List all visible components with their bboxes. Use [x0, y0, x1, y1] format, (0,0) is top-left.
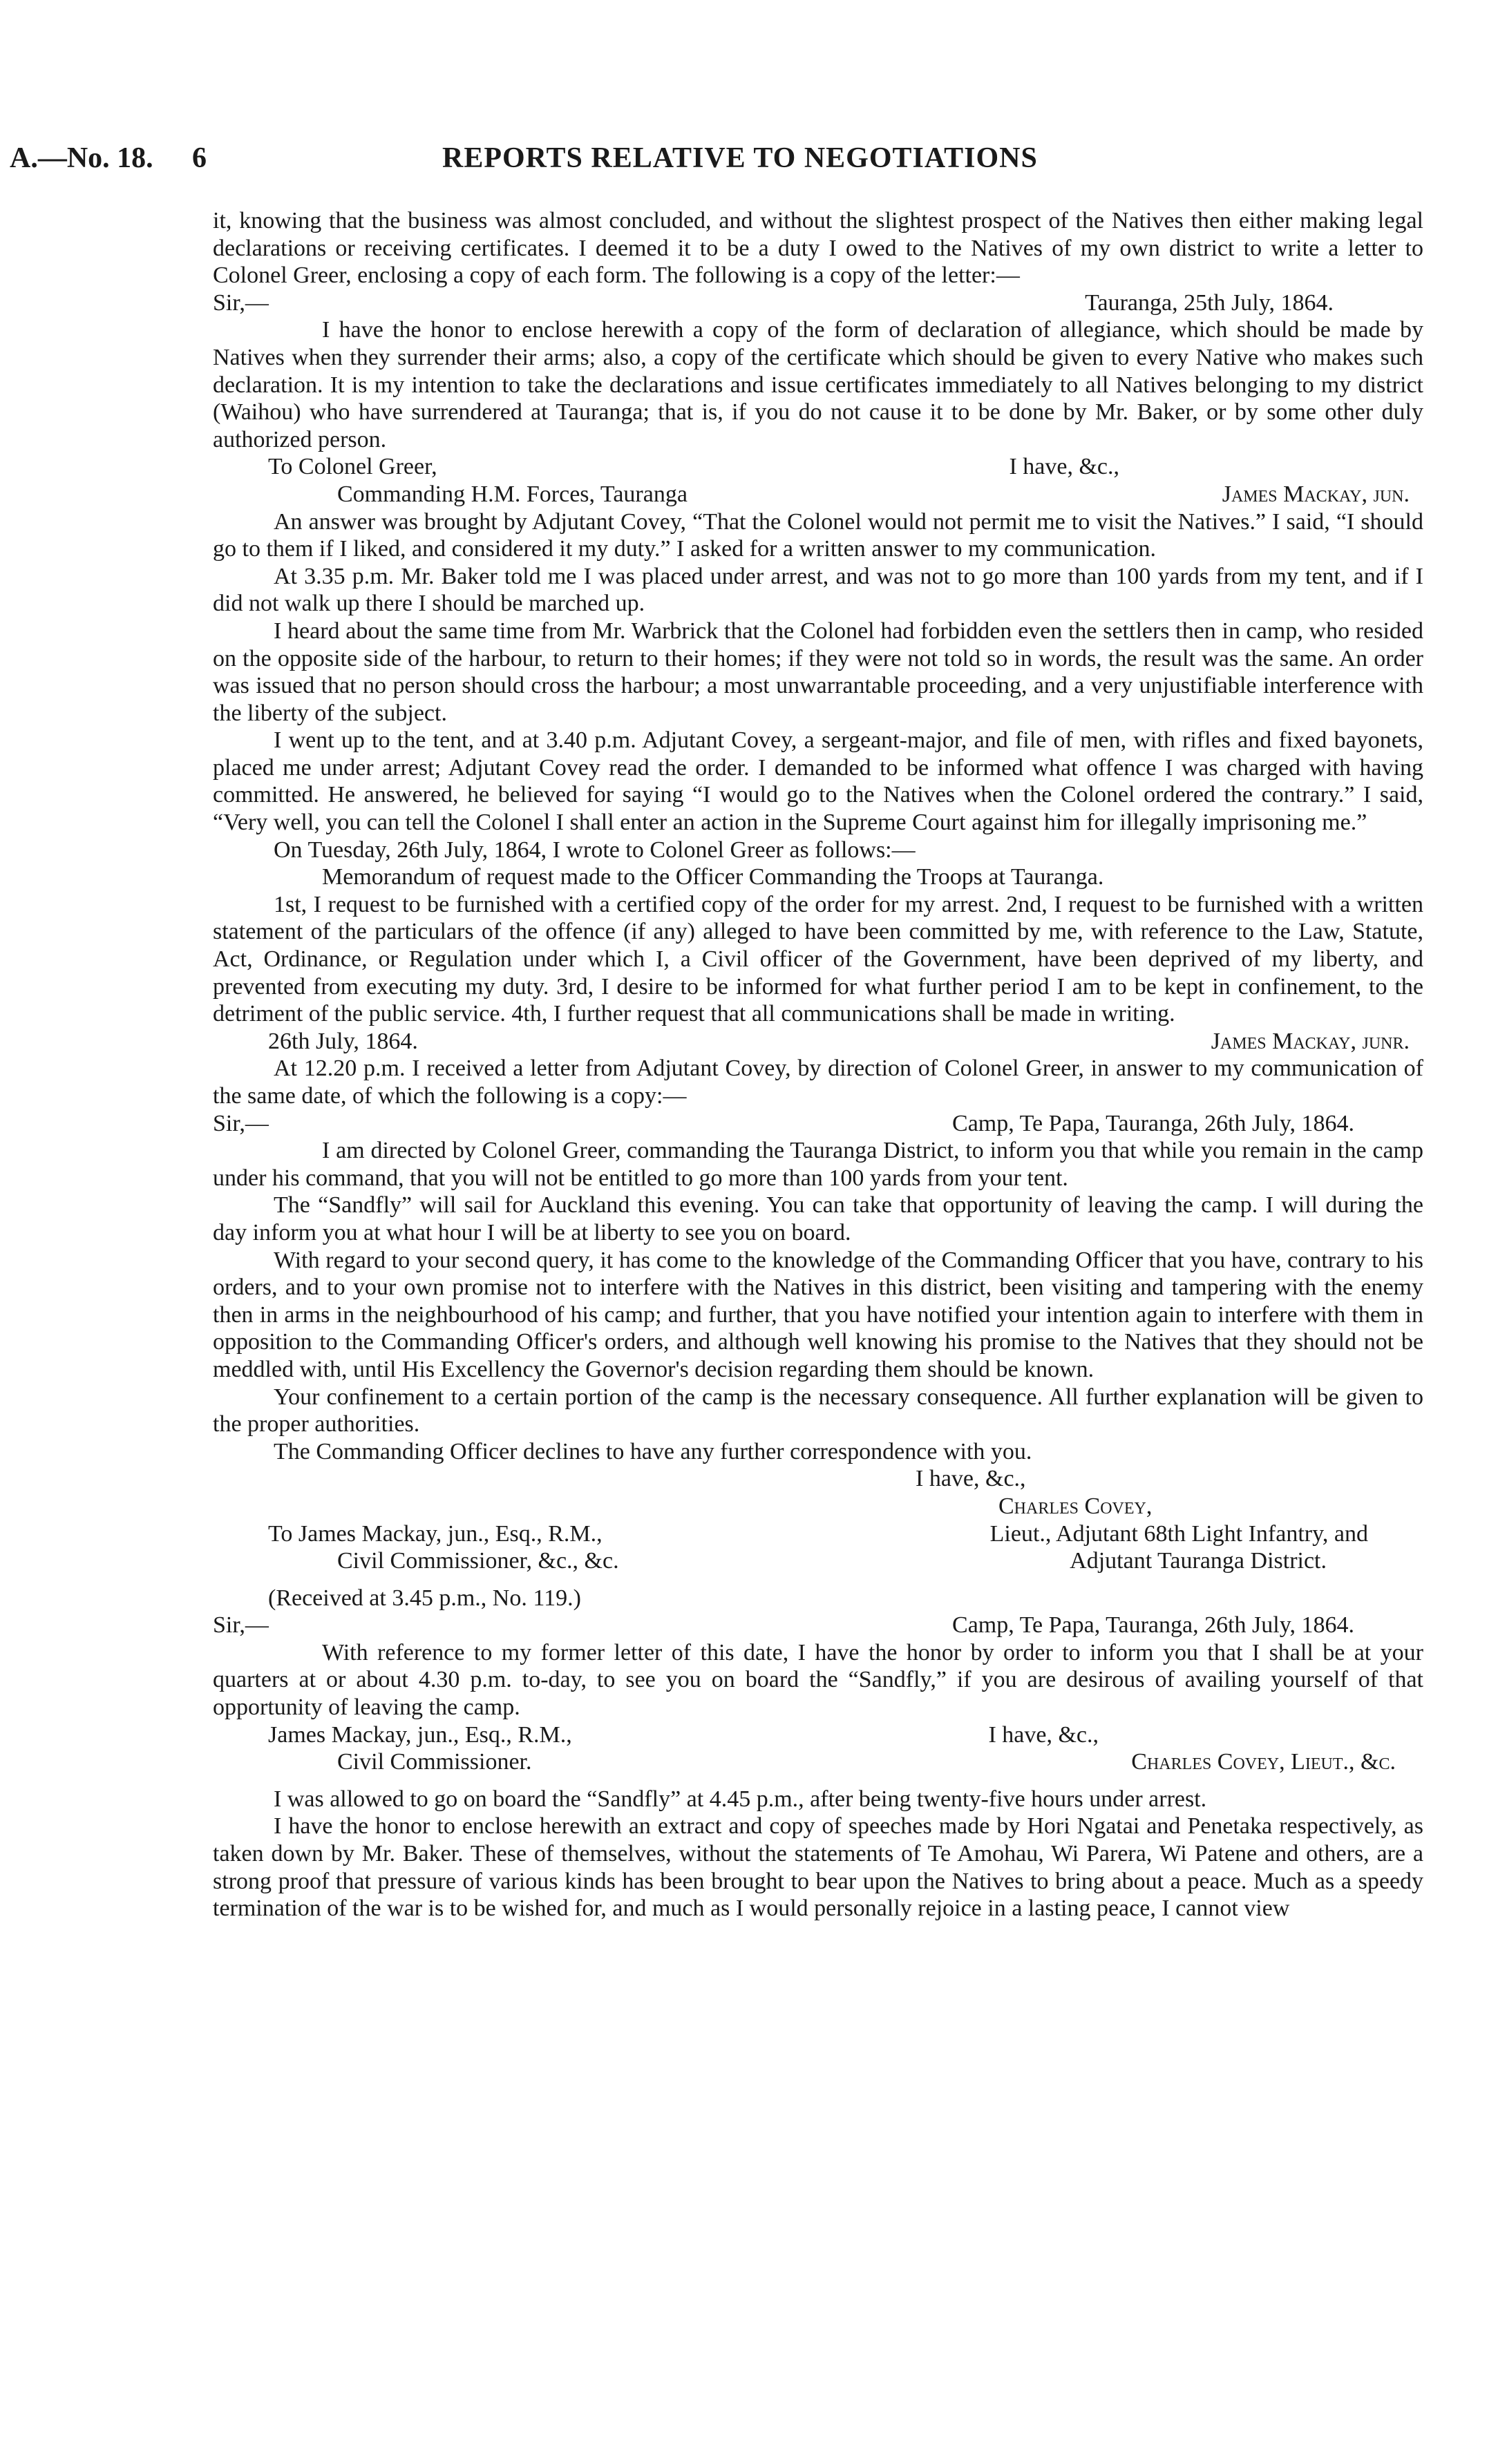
paragraph: I have the honor to enclose herewith a copy of the form of declaration of allegiance, which should be made by Natives when they surrender their arms; also, a copy of the certificate which should be given to every Native who makes such declaration. It is my intention to take the declarations and issue certificates immediately to all Natives belonging to my district (Waihou) who have surrendered at Tauranga; that is, if you do not cause it to be done by Mr. Baker, or by some other duly authorized person. — [213, 317, 1423, 452]
salutation: Sir,— — [213, 1110, 269, 1136]
letter-heading — [213, 1612, 1423, 1639]
paragraph: I went up to the tent, and at 3.40 p.m. Adjutant Covey, a sergeant-major, and file of men, with rifles and fixed bayonets, placed me under arrest; Adjutant Covey read the order. I demanded to be informed what offence I was charged with having committed. He answered, he believed for saying “I would go to the Natives when the Colonel ordered the contrary.” I said, “Very well, you can tell the Colonel I shall enter an action in the Supreme Court against him for illegally imprisoning me.” — [213, 727, 1423, 836]
closing: I have, &c., — [1009, 454, 1119, 480]
paragraph: The “Sandfly” will sail for Auckland this evening. You can take that opportunity of leaving the camp. I will during the day inform you at what hour I will be at liberty to see you on board. — [213, 1192, 1423, 1245]
signatory-rank: Adjutant Tauranga District. — [1070, 1548, 1327, 1574]
addressee-title: Civil Commissioner. — [337, 1749, 532, 1775]
addressee: James Mackay, jun., Esq., R.M., — [268, 1721, 572, 1748]
addressee: To Colonel Greer, — [268, 454, 437, 480]
page-number: 6 — [192, 142, 207, 174]
paragraph: At 3.35 p.m. Mr. Baker told me I was placed under arrest, and was not to go more than 100 yards from my tent, and if I did not walk up there I should be marched up. — [213, 563, 1423, 617]
addressee-title: Civil Commissioner, &c., &c. — [337, 1548, 619, 1574]
paragraph: At 12.20 p.m. I received a letter from Adjutant Covey, by direction of Colonel Greer, in answer to my communication of the same date, of which the following is a copy:— — [213, 1056, 1423, 1109]
paragraph: I have the honor to enclose herewith an extract and copy of speeches made by Hori Ngatai and Penetaka respectively, as taken down by Mr. Baker. These of themselves, without the statements of Te Amohau, Wi Parera, Wi Patene and others, are a strong proof that pressure of various kinds has been brought to bear upon the Natives to bring about a peace. Much as a speedy termination of the war is to be wished for, and much as I would personally rejoice in a lasting peace, I cannot view — [213, 1813, 1423, 1922]
paragraph: On Tuesday, 26th July, 1864, I wrote to Colonel Greer as follows:— — [274, 837, 916, 863]
letter-place-date: Camp, Te Papa, Tauranga, 26th July, 1864. — [952, 1110, 1354, 1136]
paragraph: 1st, I request to be furnished with a certified copy of the order for my arrest. 2nd, I request to be furnished with a written statement of the particulars of the offence (if any) alleged to have been committed by me, with reference to the Law, Statute, Act, Ordinance, or Regulation under which I, a Civil officer of the Government, have been deprived of my liberty, and prevented from executing my duty. 3rd, I desire to be informed for what further period I am to be kept in confinement, to the detriment of the public service. 4th, I further request that all communications shall be made in writing. — [213, 891, 1423, 1027]
memo-footer — [213, 1028, 1423, 1056]
paragraph: I was allowed to go on board the “Sandfly” at 4.45 p.m., after being twenty-five hours under arrest. — [274, 1786, 1207, 1812]
paragraph: I am directed by Colonel Greer, commanding the Tauranga District, to inform you that while you remain in the camp under his command, that you will not be entitled to go more than 100 yards from your tent. — [213, 1138, 1423, 1191]
memo-date: 26th July, 1864. — [268, 1028, 418, 1054]
paragraph: An answer was brought by Adjutant Covey, “That the Colonel would not permit me to visit the Natives.” I said, “I should go to them if I liked, and considered it my duty.” I asked for a written answer to my communication. — [213, 508, 1423, 562]
signature: James Mackay, junr. — [1211, 1028, 1410, 1054]
salutation: Sir,— — [213, 1612, 269, 1639]
signature: James Mackay, jun. — [1222, 481, 1410, 507]
signatory-rank: Lieut., Adjutant 68th Light Infantry, and — [989, 1520, 1368, 1547]
addressee: To James Mackay, jun., Esq., R.M., — [268, 1520, 603, 1547]
letter-place-date: Camp, Te Papa, Tauranga, 26th July, 1864. — [952, 1612, 1354, 1639]
document-reference: A.—No. 18. — [10, 142, 153, 174]
letter-closing — [213, 481, 1423, 508]
letter-closing — [213, 1721, 1423, 1749]
letter-heading — [213, 289, 1423, 317]
letter-closing — [213, 1748, 1423, 1776]
signature: Charles Covey, — [998, 1493, 1153, 1519]
letter-place-date: Tauranga, 25th July, 1864. — [1085, 289, 1334, 316]
paragraph: With regard to your second query, it has come to the knowledge of the Commanding Officer that you have, contrary to his orders, and to your own promise not to interfere with the Natives in this district, been visiting and tampering with the enemy then in arms in the neighbourhood of his camp; and further, that you have notified your intention again to interfere with them in opposition to the Commanding Officer's orders, and although well knowing his promise to the Natives that they should not be meddled with, until His Excellency the Governor's decision regarding them should be known. — [213, 1247, 1423, 1382]
paragraph: it, knowing that the business was almost concluded, and without the slightest prospect of the Natives then either making legal declarations or receiving certificates. I deemed it to be a duty I owed to the Natives of my own district to write a letter to Colonel Greer, enclosing a copy of each form. The following is a copy of the letter:— — [213, 208, 1423, 289]
paragraph: I heard about the same time from Mr. Warbrick that the Colonel had forbidden even the settlers then in camp, who resided on the opposite side of the harbour, to return to their homes; if they were not told so in words, the result was the same. An order was issued that no person should cross the harbour; a most unwarrantable proceeding, and a very unjustifiable interference with the liberty of the subject. — [213, 618, 1423, 726]
letter-closing — [213, 1547, 1423, 1575]
document-body — [213, 207, 1423, 1922]
letter-closing — [213, 453, 1423, 481]
paragraph: With reference to my former letter of this date, I have the honor by order to inform you that I shall be at your quarters at or about 4.30 p.m. to-day, to see you on board the “Sandfly,” if you are desirous of availing yourself of that opportunity of leaving the camp. — [213, 1639, 1423, 1721]
received-note: (Received at 3.45 p.m., No. 119.) — [268, 1585, 581, 1611]
signature: Charles Covey, Lieut., &c. — [1131, 1749, 1396, 1775]
letter-heading — [213, 1110, 1423, 1138]
running-title: REPORTS RELATIVE TO NEGOTIATIONS — [442, 142, 1038, 174]
addressee-title: Commanding H.M. Forces, Tauranga — [337, 481, 688, 507]
letter-closing — [213, 1520, 1423, 1548]
closing: I have, &c., — [916, 1466, 1026, 1492]
paragraph: Your confinement to a certain portion of the camp is the necessary consequence. All further explanation will be given to the proper authorities. — [213, 1384, 1423, 1438]
salutation: Sir,— — [213, 289, 269, 316]
paragraph: The Commanding Officer declines to have any further correspondence with you. — [274, 1438, 1032, 1464]
closing: I have, &c., — [988, 1721, 1099, 1748]
memo-title: Memorandum of request made to the Officer Commanding the Troops at Tauranga. — [322, 864, 1104, 890]
